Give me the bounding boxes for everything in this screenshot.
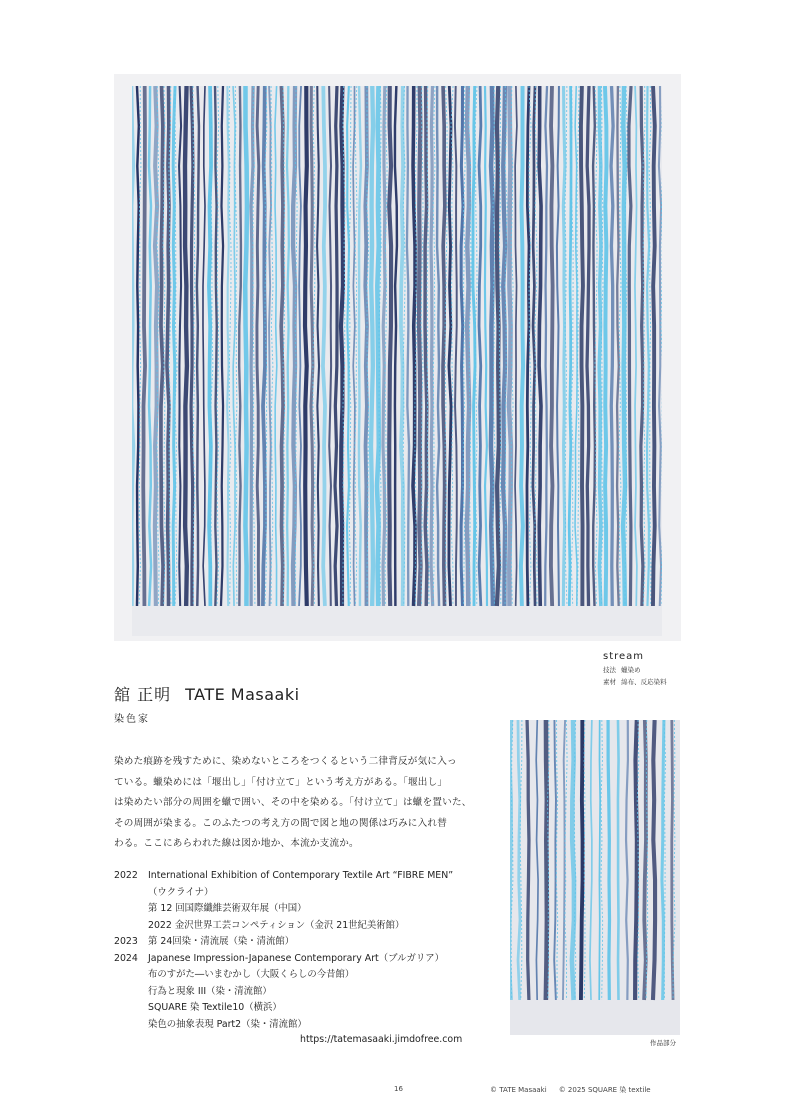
history-year-group [114,934,486,951]
artwork-stripe [497,86,499,606]
artwork-stripe [377,86,379,606]
artwork-stripe [536,720,538,1000]
history-item: SQUARE 染 Textile10（横浜） [148,1002,282,1013]
history-item: （ウクライナ） [148,886,214,898]
artwork-dotted-stripe [349,86,351,606]
artwork-stripe [509,86,511,606]
artwork-stripe [629,86,631,606]
statement-line: は染めたい部分の周囲を蠟で囲い、その中を染める。「付け立て」は蠟を置いた、 [114,797,472,808]
statement-line: その周囲が染まる。このふたつの考え方の間で図と地の関係は巧みに入れ替 [114,817,447,829]
artwork-stripe [203,86,205,606]
artwork-stripe [641,86,643,606]
artist-role: 染色家 [114,714,150,725]
artist-name-en: TATE Masaaki [185,685,300,704]
detail-stripe-pattern [510,720,680,1035]
artwork-stripe [599,720,600,1000]
artwork-stripe [215,86,217,606]
artwork-stripe [635,86,637,606]
artwork-stripe [572,720,574,1000]
history-item: 染色の抽象表現 Part2（染・清流館） [148,1018,307,1030]
artwork-stripe [551,86,553,606]
artwork-stripe [479,86,481,606]
artwork-stripe [239,86,241,606]
artwork-stripe [335,86,337,606]
artwork-title: stream [603,651,645,662]
artwork-stripe [635,720,637,1000]
artwork-stripe [299,86,301,606]
artwork-stripe [155,86,157,606]
artwork-dotted-stripe [584,720,585,1000]
statement-line: わる。ここにあらわれた線は図か地か、本流か支流か。 [114,838,359,849]
artwork-stripe [563,86,565,606]
artwork-stripe [473,86,475,606]
artist-name [114,682,300,705]
artwork-dotted-stripe [565,720,567,1000]
artwork-stripe [245,86,247,606]
artwork-stripe [383,86,385,606]
artwork-stripe [461,86,463,606]
artwork-stripe [419,86,421,606]
artwork-stripe [618,720,619,1000]
artwork-stripe [503,86,505,606]
artwork-stripe [527,86,529,606]
artwork-stripe [521,86,523,606]
artwork-stripe [167,86,169,606]
page-number: 16 [394,1085,403,1093]
history-item: Japanese Impression-Japanese Contemporary Art（ブルガリア） [148,952,444,964]
artwork-image [114,74,681,641]
artwork-stripe [662,720,664,1000]
artwork-stripe [455,86,457,606]
artwork-stripe [407,86,409,606]
history-item: 行為と現象 III（染・清流館） [148,985,272,997]
artwork-stripe [371,86,373,606]
artwork-stripe [672,720,673,1000]
artwork-dotted-stripe [139,86,141,606]
artwork-caption [603,651,723,686]
history-year-group [114,951,486,1034]
artwork-stripe [227,86,229,606]
history-year: 2024 [114,952,138,964]
artwork-stripe [485,86,487,606]
artwork-stripe [311,86,313,606]
artwork-stripe [132,86,133,606]
history-item: 2022 金沢世界工芸コンペティション（金沢 21世紀美術館） [148,919,405,931]
artwork-stripe [437,86,439,606]
artwork-stripe [137,86,139,606]
artwork-stripe [185,86,187,606]
artist-credit: © TATE Masaaki [490,1086,547,1094]
artwork-stripe [546,720,547,1000]
artwork-stripe [341,86,343,606]
artwork-stripe [257,86,259,606]
artwork-stripe [510,720,511,1000]
artwork-stripe [191,86,193,606]
history-item: 布のすがた―いまむかし（大阪くらしの今昔館） [148,969,355,980]
artwork-stripe [647,86,649,606]
artwork-stripe [293,86,295,606]
technique-value: 蠟染め [621,666,641,674]
artwork-dotted-stripe [529,86,531,606]
artwork-stripe [221,86,223,606]
artwork-stripe [263,86,265,606]
copyright: © 2025 SQUARE 染 textile [558,1086,651,1094]
artwork-dotted-stripe [355,86,357,606]
artwork-stripe [287,86,289,606]
artwork-stripe [161,86,163,606]
artwork-stripe [593,86,595,606]
artwork-detail-image [510,720,680,1035]
artwork-stripe [425,86,427,606]
artwork-stripe [590,720,592,1000]
stripe-pattern [132,86,662,636]
artwork-stripe [515,86,517,606]
history-year: 2022 [114,870,138,881]
artwork-stripe [599,86,601,606]
artwork-stripe [557,86,559,606]
artwork-stripe [269,86,271,606]
artwork-stripe [431,86,433,606]
artwork-stripe [653,86,655,606]
artwork-stripe [449,86,451,606]
artwork-stripe [359,86,361,606]
detail-caption: 作品部分 [650,1039,676,1047]
artwork-stripe [575,86,577,606]
history-item: 第 24回染・清流展（染・清流館） [148,936,295,947]
artwork-stripe [443,86,445,606]
exhibition-history [114,868,486,1033]
artwork-stripe [389,86,391,606]
artwork-stripe [179,86,181,606]
artwork-stripe [233,86,235,606]
artwork-stripe [353,86,355,606]
material-value: 綿布、反応染料 [621,678,667,686]
material-label: 素材 [603,678,616,686]
artist-statement [114,752,486,855]
artwork-stripe [395,86,397,606]
artwork-stripe [554,720,556,1000]
artwork-stripe [563,720,565,1000]
artwork-stripe [491,86,493,606]
artwork-dotted-stripe [595,86,597,606]
artwork-stripe [251,86,253,606]
artwork-stripe [305,86,307,606]
artwork-stripe [149,86,151,606]
artwork-stripe [569,86,571,606]
history-year: 2023 [114,936,138,947]
artwork-canvas [132,86,662,636]
artwork-stripe [275,86,277,606]
artwork-stripe [605,86,607,606]
artwork-stripe [623,86,625,606]
artwork-stripe [317,86,319,606]
artwork-stripe [518,720,520,1000]
artwork-stripe [545,86,547,606]
artwork-stripe [527,720,529,1000]
artwork-stripe [347,86,349,606]
artwork-stripe [197,86,199,606]
artwork-stripe [581,720,583,1000]
artwork-stripe [143,86,145,606]
artwork-stripe [329,86,331,606]
artist-website-link[interactable]: https://tatemasaaki.jimdofree.com [300,1034,463,1045]
history-item: 第 12 回国際纖維芸術双年展（中国） [148,903,307,914]
history-year-group [114,868,486,934]
technique-label: 技法 [603,666,616,674]
artwork-dotted-stripe [520,720,522,1000]
artwork-stripe [608,720,609,1000]
artwork-stripe [626,720,628,1000]
artwork-dotted-stripe [271,86,273,606]
artwork-stripe [401,86,403,606]
artwork-stripe [581,86,583,606]
statement-line: 染めた痕跡を残すために、染めないところをつくるという二律背反が気に入っ [114,756,457,767]
artwork-dotted-stripe [601,720,603,1000]
history-item: International Exhibition of Contemporary Textile Art “FIBRE MEN” [148,870,454,881]
material-row [603,677,723,686]
artwork-stripe [611,86,613,606]
artwork-stripe [653,720,655,1000]
artwork-stripe [209,86,211,606]
technique-row [603,665,723,674]
footer-credit [490,1085,651,1095]
artwork-stripe [467,86,469,606]
artwork-stripe [587,86,589,606]
artwork-stripe [539,86,541,606]
artwork-stripe [659,86,661,606]
artwork-stripe [173,86,175,606]
artist-name-ja: 舘 正明 [114,685,172,704]
artwork-stripe [323,86,325,606]
artwork-stripe [644,720,646,1000]
artwork-stripe [413,86,415,606]
artwork-dotted-stripe [556,720,557,1000]
statement-line: ている。蠟染めには「堰出し」「付け立て」という考え方がある。「堰出し」 [114,776,448,788]
artwork-stripe [617,86,619,606]
artwork-stripe [281,86,283,606]
